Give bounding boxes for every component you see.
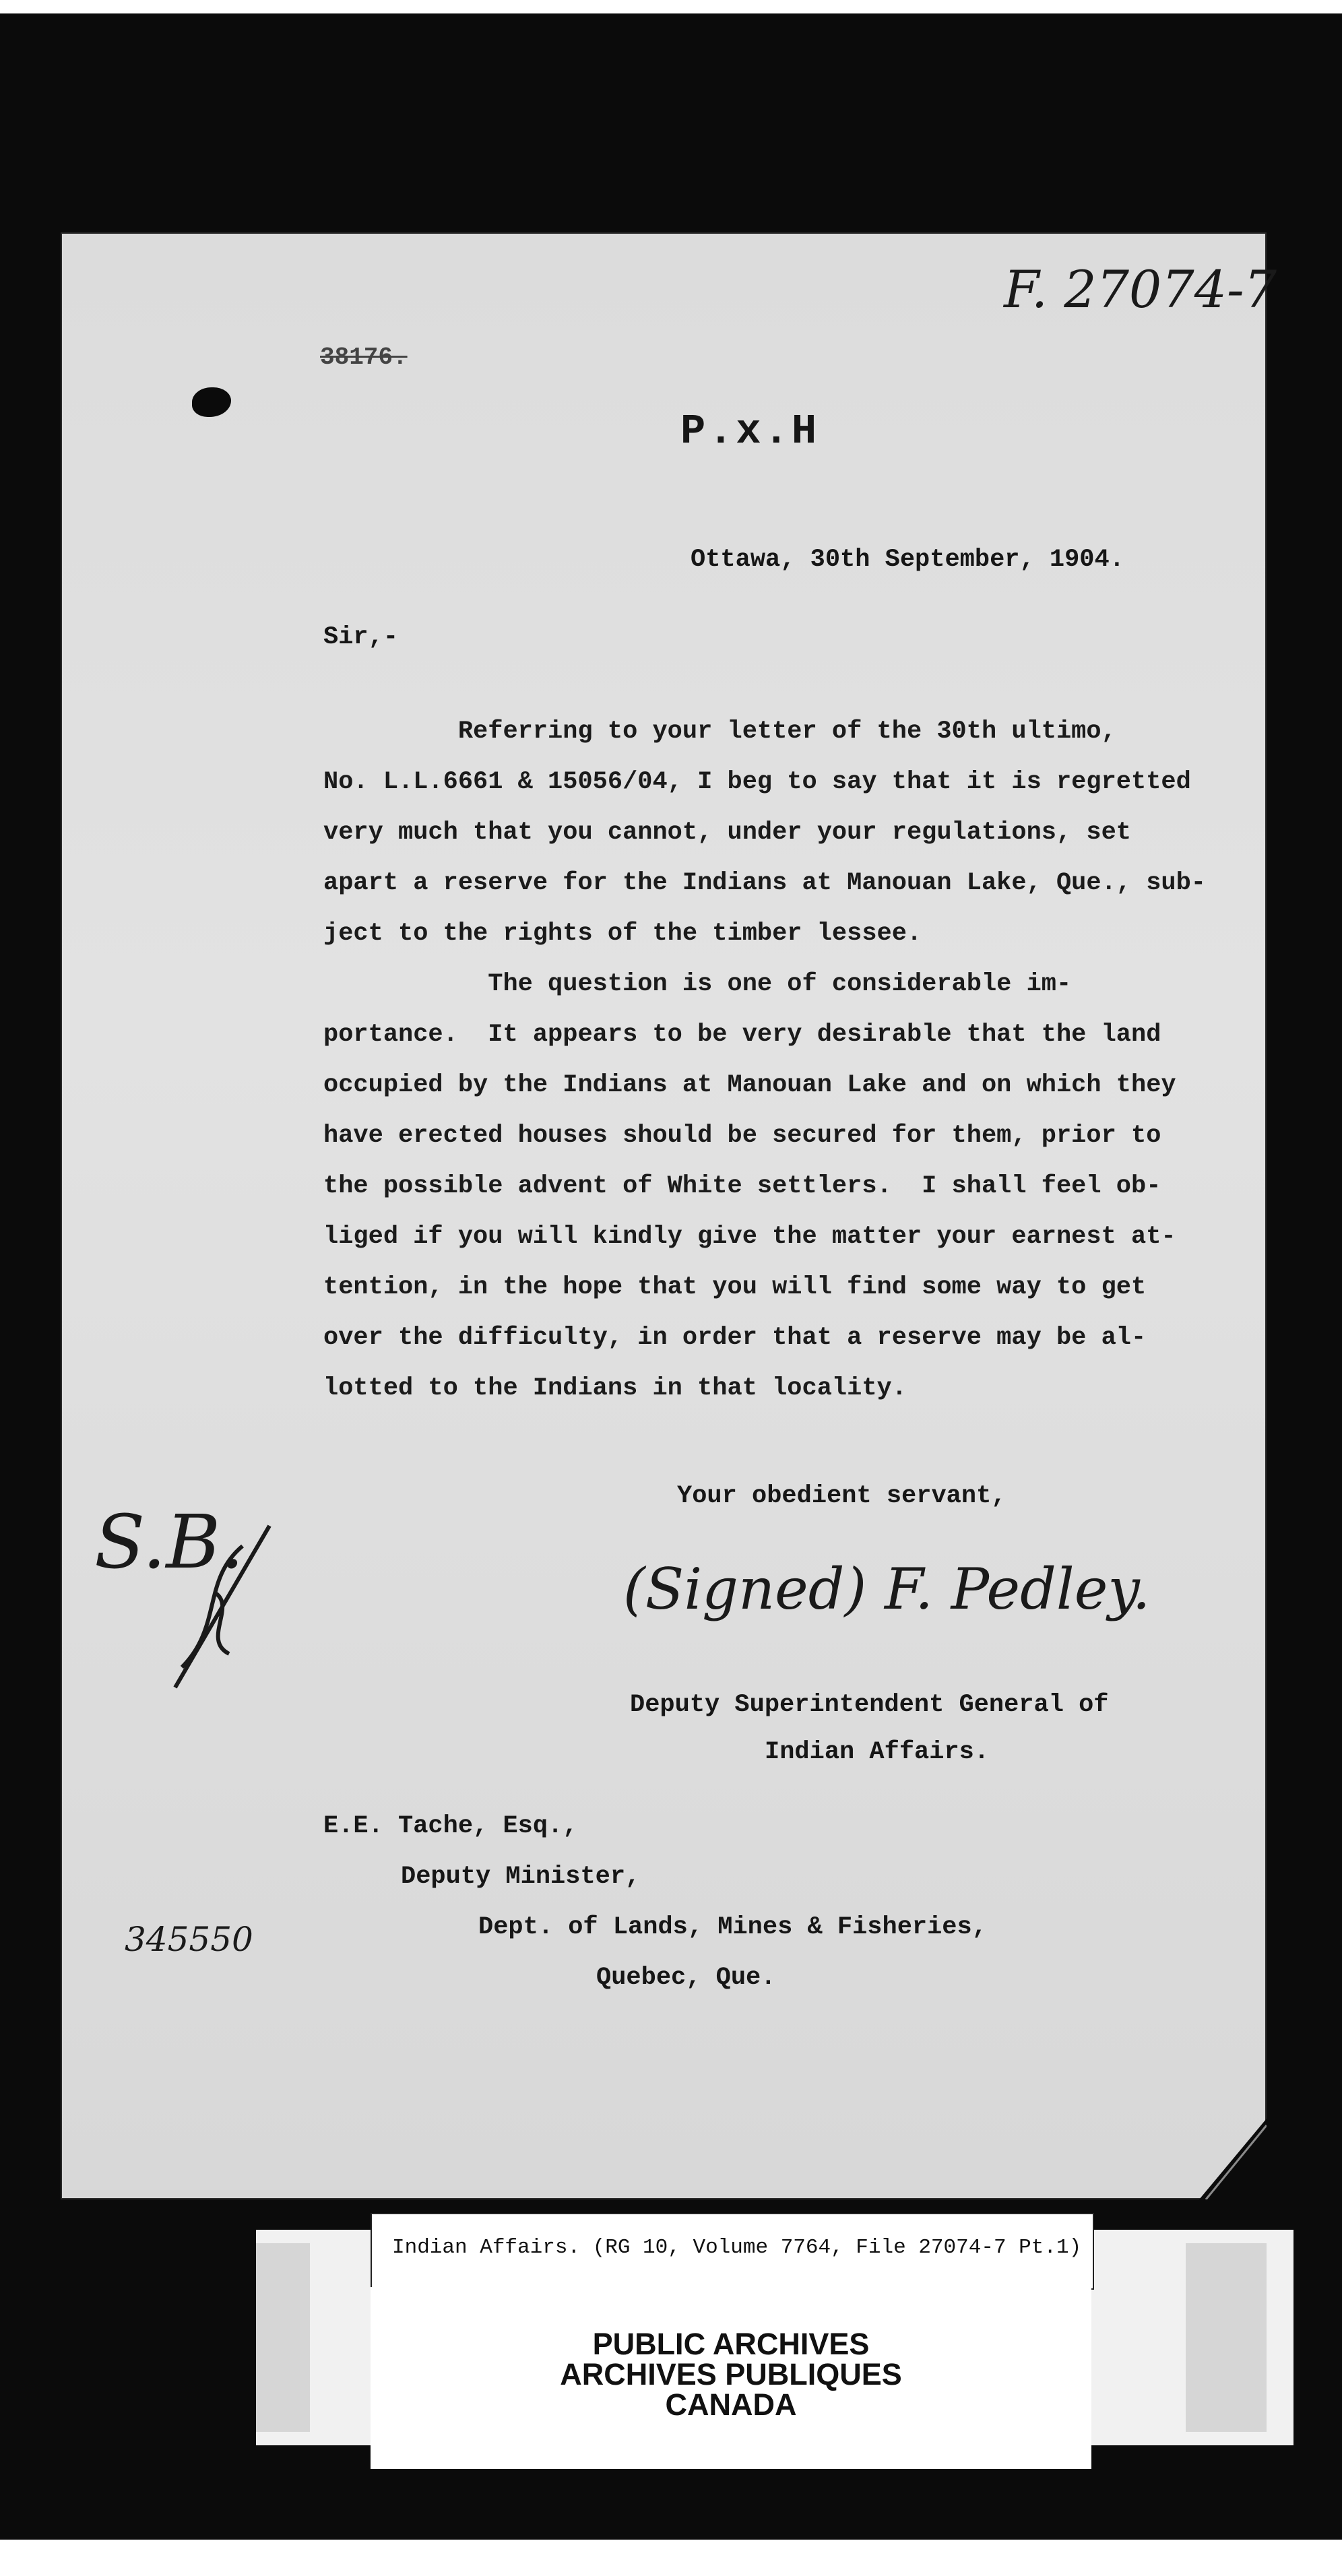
struck-through-number: 38176. [320, 344, 408, 371]
body-line: occupied by the Indians at Manouan Lake and on which they [323, 1071, 1176, 1099]
archive-number: 345550 [125, 1920, 253, 1959]
body-line: over the difficulty, in order that a reserve may be al- [323, 1324, 1147, 1352]
archives-line: PUBLIC ARCHIVES [592, 2327, 870, 2361]
address-line: Dept. of Lands, Mines & Fisheries, [478, 1913, 987, 1941]
salutation: Sir,- [323, 623, 399, 651]
margin-initials: S.B. [94, 1499, 245, 1585]
margin-scribble-icon [162, 1519, 276, 1694]
body-line: ject to the rights of the timber lessee. [323, 920, 922, 948]
signatory-title: Deputy Superintendent General of [630, 1691, 1109, 1719]
signature: (Signed) F. Pedley. [623, 1556, 1151, 1622]
archives-stamp [371, 2287, 1091, 2469]
letter-page [61, 232, 1277, 2199]
closing-line: Your obedient servant, [677, 1482, 1007, 1510]
body-line: have erected houses should be secured for them, prior to [323, 1122, 1161, 1150]
label-tab [256, 2243, 310, 2432]
reference-text: Indian Affairs. (RG 10, Volume 7764, File 27074-7 Pt.1) [392, 2236, 1082, 2259]
body-line: tention, in the hope that you will find some way to get [323, 1273, 1147, 1301]
address-line: Quebec, Que. [596, 1964, 776, 1992]
body-line: apart a reserve for the Indians at Manouan Lake, Que., sub- [323, 869, 1207, 897]
body-line: the possible advent of White settlers. I shall feel ob- [323, 1172, 1161, 1200]
reference-label [371, 2213, 1094, 2290]
body-line: Referring to your letter of the 30th ultimo, [323, 717, 1116, 746]
ink-blot [192, 387, 231, 417]
body-line: liged if you will kindly give the matter your earnest at- [323, 1223, 1176, 1251]
file-code-annotation: F. 27074-7 [1004, 259, 1277, 319]
archives-line: ARCHIVES PUBLIQUES [560, 2357, 902, 2391]
address-line: Deputy Minister, [401, 1863, 641, 1891]
signatory-title: Indian Affairs. [765, 1738, 990, 1766]
label-tab [1186, 2243, 1267, 2432]
body-line: very much that you cannot, under your regulations, set [323, 818, 1131, 847]
body-line: lotted to the Indians in that locality. [323, 1374, 907, 1403]
stamp-mark: P.x.H [680, 408, 820, 455]
body-line: The question is one of considerable im- [323, 970, 1072, 998]
body-line: portance. It appears to be very desirable that the land [323, 1021, 1161, 1049]
archives-line: CANADA [665, 2387, 797, 2422]
address-line: E.E. Tache, Esq., [323, 1812, 578, 1840]
page-corner-fold [1199, 2119, 1267, 2199]
body-line: No. L.L.6661 & 15056/04, I beg to say that it is regretted [323, 768, 1191, 796]
date-line: Ottawa, 30th September, 1904. [691, 546, 1124, 574]
